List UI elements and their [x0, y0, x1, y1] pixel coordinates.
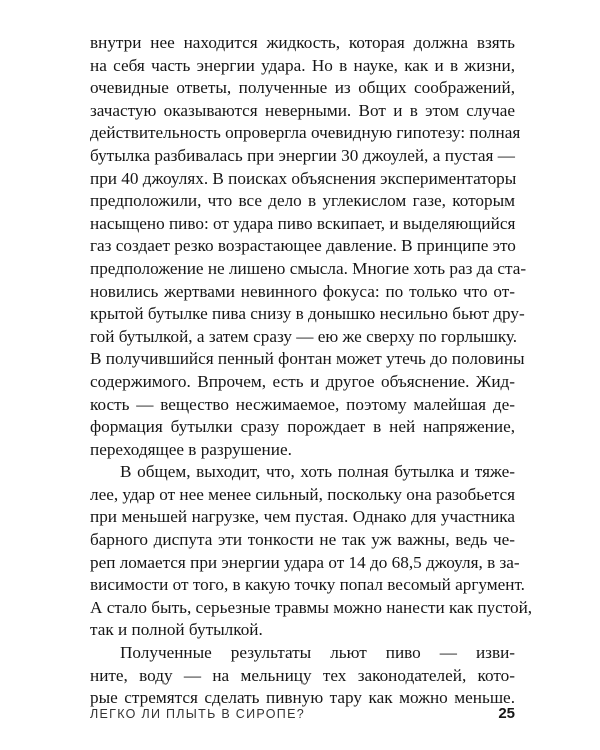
text-line: формация бутылки сразу порождает в ней напряжение,	[90, 417, 515, 437]
text-line: Полученные результаты льют пиво — изви-	[120, 643, 515, 663]
text-line: В общем, выходит, что, хоть полная бутылка и тяже-	[120, 462, 515, 482]
text-line: внутри нее находится жидкость, которая должна взять	[90, 33, 515, 52]
text-line: реп ломается при энергии удара от 14 до 68,5 джоуля, в за-	[90, 552, 520, 572]
text-line: кость — вещество несжимаемое, поэтому малейшая де-	[90, 394, 515, 414]
text-line: А стало быть, серьезные травмы можно нанести как пустой,	[90, 597, 533, 617]
text-line: зачастую оказываются неверными. Вот и в этом случае	[90, 100, 515, 120]
text-line: действительность опровергла очевидную гипотезу: полная	[90, 123, 521, 143]
page-number: 25	[498, 705, 515, 722]
page-footer	[90, 707, 515, 725]
text-line: очевидные ответы, полученные из общих соображений,	[90, 78, 515, 98]
running-head: ЛЕГКО ЛИ ПЛЫТЬ В СИРОПЕ?	[90, 707, 305, 721]
text-line: рые стремятся сделать пивную тару как можно меньше.	[90, 688, 515, 708]
text-line: содержимого. Впрочем, есть и другое объяснение. Жид-	[90, 371, 515, 391]
text-line: предположение не лишено смысла. Многие хоть раз да ста-	[90, 258, 527, 278]
text-line: при меньшей нагрузке, чем пустая. Однако для участника	[90, 507, 515, 527]
text-line: при 40 джоулях. В поисках объяснения экспериментаторы	[90, 168, 517, 188]
text-line: новились жертвами невинного фокуса: по только что от-	[90, 281, 515, 301]
text-line: В получившийся пенный фонтан может утечь до половины	[90, 349, 525, 369]
text-line: ните, воду — на мельницу тех законодателей, кото-	[90, 665, 515, 685]
text-line: гой бутылкой, а затем сразу — ею же сверху по горлышку.	[90, 326, 518, 346]
text-line: бутылка разбивалась при энергии 30 джоулей, а пустая —	[90, 145, 515, 165]
body-text	[90, 32, 533, 710]
text-line: переходящее в разрушение.	[90, 439, 292, 459]
text-line: крытой бутылке пива снизу в донышко несильно бьют дру-	[90, 304, 525, 324]
text-line: газ создает резко возрастающее давление. В принципе это	[90, 236, 516, 256]
text-line: на себя часть энергии удара. Но в науке, как и в жизни,	[90, 55, 515, 75]
text-line: насыщено пиво: от удара пиво вскипает, и выделяющийся	[90, 213, 516, 233]
text-line: так и полной бутылкой.	[90, 620, 263, 640]
text-line: предположили, что все дело в углекислом газе, которым	[90, 191, 515, 211]
text-line: лее, удар от нее менее сильный, поскольку она разобьется	[90, 484, 515, 504]
text-line: барного диспута эти тонкости не так уж важны, ведь че-	[90, 530, 515, 550]
text-line: висимости от того, в какую точку попал весомый аргумент.	[90, 575, 525, 595]
